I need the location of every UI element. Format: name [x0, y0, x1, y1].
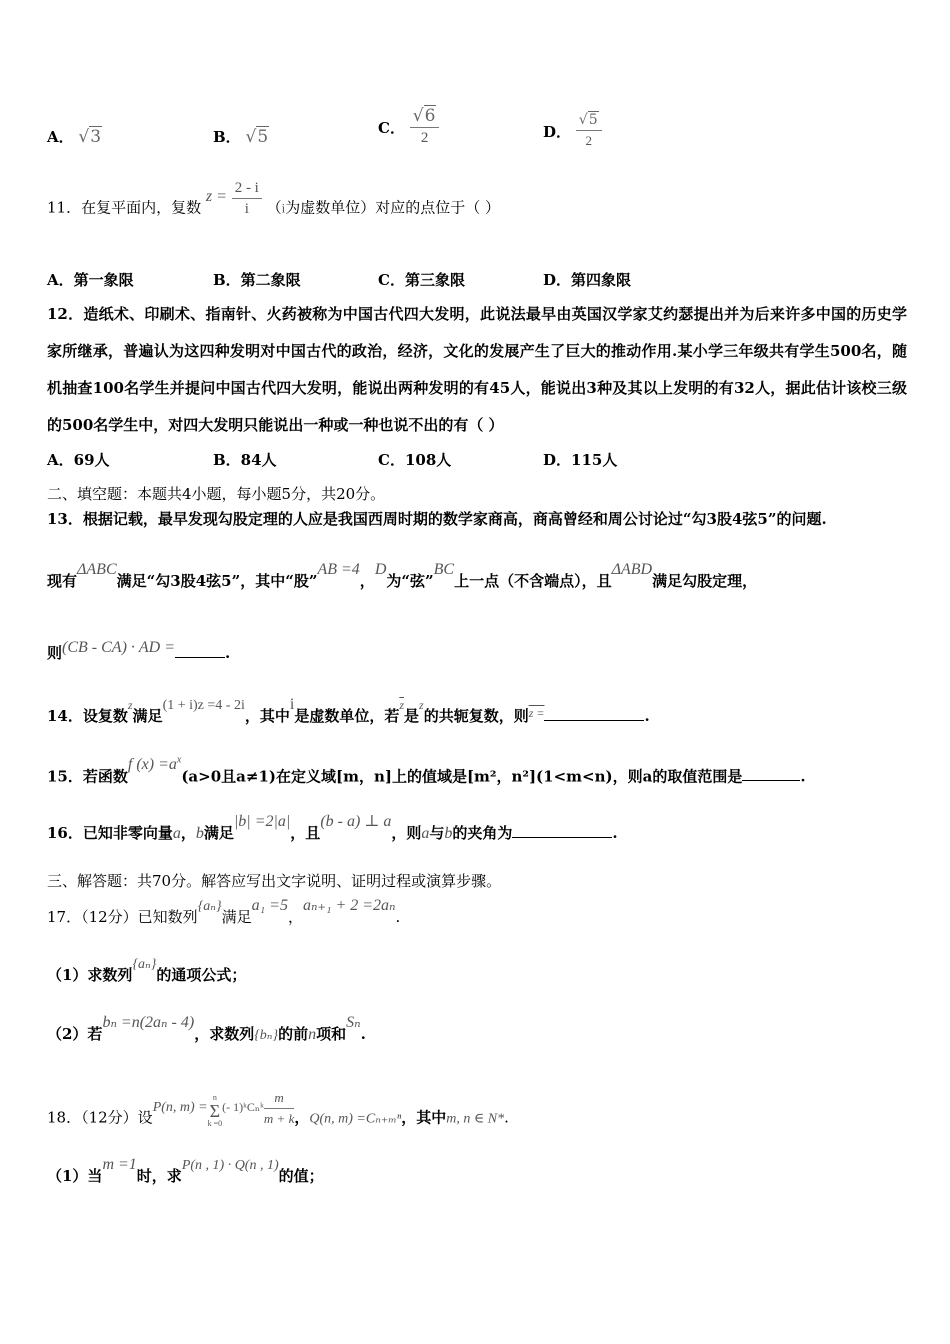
function-f: f $(x) =a^x$: [127, 755, 182, 774]
q12-option-a: A．69人: [47, 451, 110, 469]
q11-option-b: B．第二象限: [213, 271, 301, 289]
sqrt-value: √3: [78, 127, 102, 147]
q17-stem: 17．（12分）已知数列{aₙ}满足a₁ =5，aₙ₊₁ + 2 =2aₙ.: [47, 897, 401, 926]
q11-paren-open: （: [266, 198, 282, 217]
sequence-bn-def: bₙ =n(2aₙ - 4): [102, 1014, 195, 1031]
q11-option-d: D．第四象限: [543, 271, 632, 289]
ab-equals-4: AB =4: [317, 561, 360, 578]
q11-option-c: C．第三象限: [378, 271, 465, 289]
q11-z-eq: z =: [205, 187, 227, 205]
q18-stem: 18．（12分）设P(n, m) = n Σ k =0 $^{(- 1)ᵏC_nᵏ}$ $\frac{m}{m + k}$ ，Q(n, m) =Cₙ₊ₘⁿ，其中m, n ∈ N*.: [47, 1090, 509, 1128]
q13-line2: 现有ΔABC满足“勾3股4弦5”，其中“股”AB =4，D为“弦”BC上一点（不含端点），且ΔABD满足勾股定理，: [47, 561, 758, 590]
triangle-abd: ΔABD: [611, 561, 653, 578]
fraction: $\frac{√6}{2}$: [410, 106, 440, 148]
q14-stem: 14．设复数$^z$满足(1 + i)z =4 - 2i，其中i是虚数单位，若$^{\overline{z}}$是$^z$的共轭复数，则$^{z =}$ .: [47, 696, 650, 725]
option-letter: A．: [47, 128, 74, 146]
q10-option-c: [378, 106, 439, 148]
answer-blank: [175, 643, 225, 658]
q10-option-b: [213, 126, 269, 148]
function-p: P(n, m) =: [152, 1099, 208, 1115]
q12-option-b: B．84人: [213, 451, 277, 469]
q13-line3: 则(CB - CA) · AD = .: [47, 639, 231, 662]
summation: n Σ k =0: [207, 1092, 223, 1128]
section-2-heading: 二、填空题：本题共4小题，每小题5分，共20分。: [47, 485, 386, 503]
initial-term: a₁ =5: [251, 897, 288, 914]
section-3-heading: 三、解答题：共70分。解答应写出文字说明、证明过程或演算步骤。: [47, 872, 502, 890]
q11-stem: [47, 180, 501, 229]
vector-expression: (CB - CA) · AD =: [62, 639, 176, 656]
z-conjugate-equals: z =: [528, 706, 545, 720]
q17-part2: （2）若bₙ =n(2aₙ - 4)，求数列{bₙ}的前n项和Sₙ.: [47, 1014, 366, 1043]
q14-equation: (1 + i)z =4 - 2i: [162, 698, 245, 713]
q10-option-d: [543, 110, 602, 151]
q12-option-c: C．108人: [378, 451, 452, 469]
q11-fraction: $\frac{2 - i}{i}$: [232, 178, 262, 219]
q11-option-a: A．第一象限: [47, 271, 134, 289]
q15-stem: 15．若函数f $(x) =a^x(a>0$且a≠1)在定义域[m，n]上的值域是[m²，n²](1<m<n)，则a的取值范围是 .: [47, 755, 806, 786]
product-expression: P(n , 1) · Q(n , 1): [181, 1158, 279, 1173]
q17-part1: （1）求数列{aₙ}的通项公式；: [47, 957, 247, 984]
perpendicular-condition: (b - a) ⊥ a: [320, 813, 392, 830]
q16-stem: 16．已知非零向量a，b满足|b| =2|a|，且(b - a) ⊥ a，则a与b的夹角为 .: [47, 813, 618, 842]
z-conjugate: z: [399, 698, 404, 712]
fraction: $\frac{√5}{2}$: [576, 110, 602, 151]
q10-option-a: [47, 126, 102, 148]
q11-lead: 11．在复平面内，复数: [47, 198, 202, 217]
q12-option-d: D．115人: [543, 451, 618, 469]
fraction: $\frac{m}{m + k}$: [263, 1090, 295, 1126]
answer-blank: [512, 823, 612, 838]
option-letter: D．: [543, 122, 572, 141]
q18-part1: （1）当m =1时，求P(n , 1) · Q(n , 1)的值；: [47, 1156, 324, 1185]
answer-blank: [544, 706, 644, 721]
option-letter: C．: [378, 119, 405, 137]
recurrence: aₙ₊₁ + 2 =2aₙ: [302, 897, 396, 914]
point-d: D: [374, 561, 387, 578]
segment-bc: BC: [433, 561, 455, 578]
q11-tail: 为虚数单位）对应的点位于（ ）: [285, 198, 501, 217]
option-letter: B．: [213, 128, 241, 146]
q11-i-symbol: i: [281, 200, 286, 216]
answer-blank: [742, 766, 800, 781]
q12-stem: 12．造纸术、印刷术、指南针、火药被称为中国古代四大发明，此说法最早由英国汉学家艾约瑟提出并为后来许多中国的历史学家所继承，普遍认为这四种发明对中国古代的政治，经济，文化的发展产生了巨大的推动作用.某小学三年级共有学生500名，随机抽查100名学生并提问中国古代四大发明，能说出两种发明的有45人，能说出3种及其以上发明的有32人，据此估计该校三级的500名学生中，对四大发明只能说出一种或一种也说不出的有（ ）: [47, 305, 907, 434]
triangle-abc: ΔABC: [77, 561, 117, 578]
sequence-an: {aₙ}: [197, 899, 222, 914]
sqrt-value: √5: [245, 127, 269, 147]
function-q: Q(n, m) =Cₙ₊ₘⁿ: [309, 1111, 402, 1127]
q13-line1: 13．根据记载，最早发现勾股定理的人应是我国西周时期的数学家商高，商高曾经和周公讨论过“勾3股4弦5”的问题.: [47, 510, 827, 528]
magnitude-condition: |b| =2|a|: [233, 813, 291, 830]
